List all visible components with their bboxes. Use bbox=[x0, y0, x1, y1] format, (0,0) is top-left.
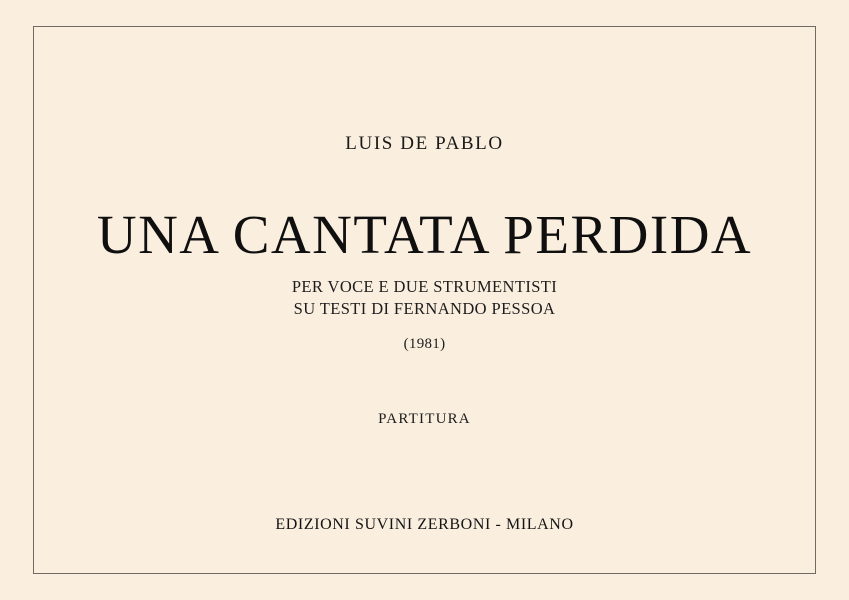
composition-year: (1981) bbox=[403, 335, 446, 352]
page-border-frame bbox=[33, 26, 816, 574]
score-type-label: PARTITURA bbox=[378, 410, 471, 427]
work-subtitle-line-1: PER VOCE E DUE STRUMENTISTI bbox=[291, 277, 558, 297]
publisher-imprint: EDIZIONI SUVINI ZERBONI - MILANO bbox=[275, 515, 574, 533]
work-subtitle-line-2: SU TESTI DI FERNANDO PESSOA bbox=[293, 298, 556, 318]
composer-name: LUIS DE PABLO bbox=[345, 133, 504, 154]
work-subtitle bbox=[292, 276, 557, 319]
work-title: UNA CANTATA PERDIDA bbox=[96, 204, 753, 265]
cover-content bbox=[34, 27, 815, 573]
